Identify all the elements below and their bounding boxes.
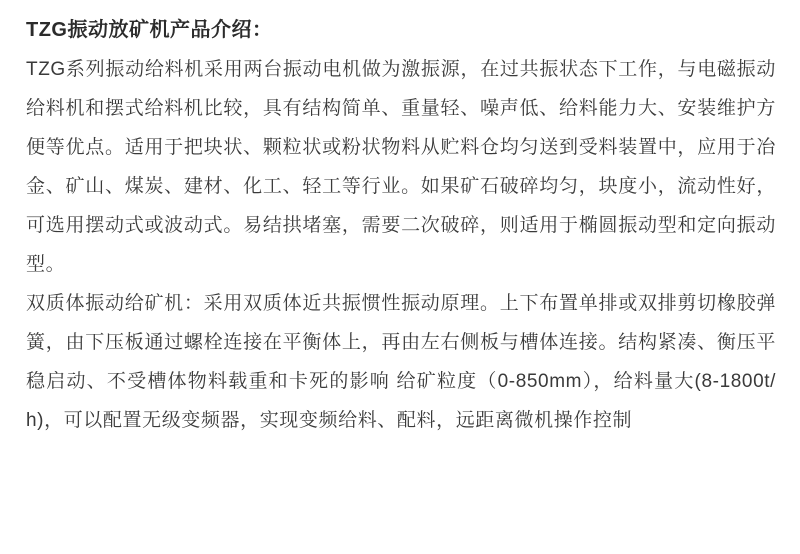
page-title: TZG振动放矿机产品介绍：: [26, 19, 273, 41]
paragraph-dual-mass-feeder: 双质体振动给矿机：采用双质体近共振惯性振动原理。上下布置单排或双排剪切橡胶弹簧，由下压板通过螺栓连接在平衡体上，再由左右侧板与槽体连接。结构紧凑、衡压平稳启动、不受槽体物料载重和卡死的影响 给矿粒度（0-850mm），给料量大(8-1800t/h)，可以配置无级变频器，实现变频给料、配料，远距离微机操作控制: [26, 293, 776, 431]
paragraph-product-intro: TZG系列振动给料机采用两台振动电机做为激振源，在过共振状态下工作，与电磁振动给料机和摆式给料机比较，具有结构简单、重量轻、噪声低、给料能力大、安装维护方便等优点。适用于把块状、颗粒状或粉状物料从贮料仓均匀送到受料装置中，应用于冶金、矿山、煤炭、建材、化工、轻工等行业。如果矿石破碎均匀，块度小，流动性好，可选用摆动式或波动式。易结拱堵塞，需要二次破碎，则适用于椭圆振动型和定向振动型。: [26, 59, 776, 275]
